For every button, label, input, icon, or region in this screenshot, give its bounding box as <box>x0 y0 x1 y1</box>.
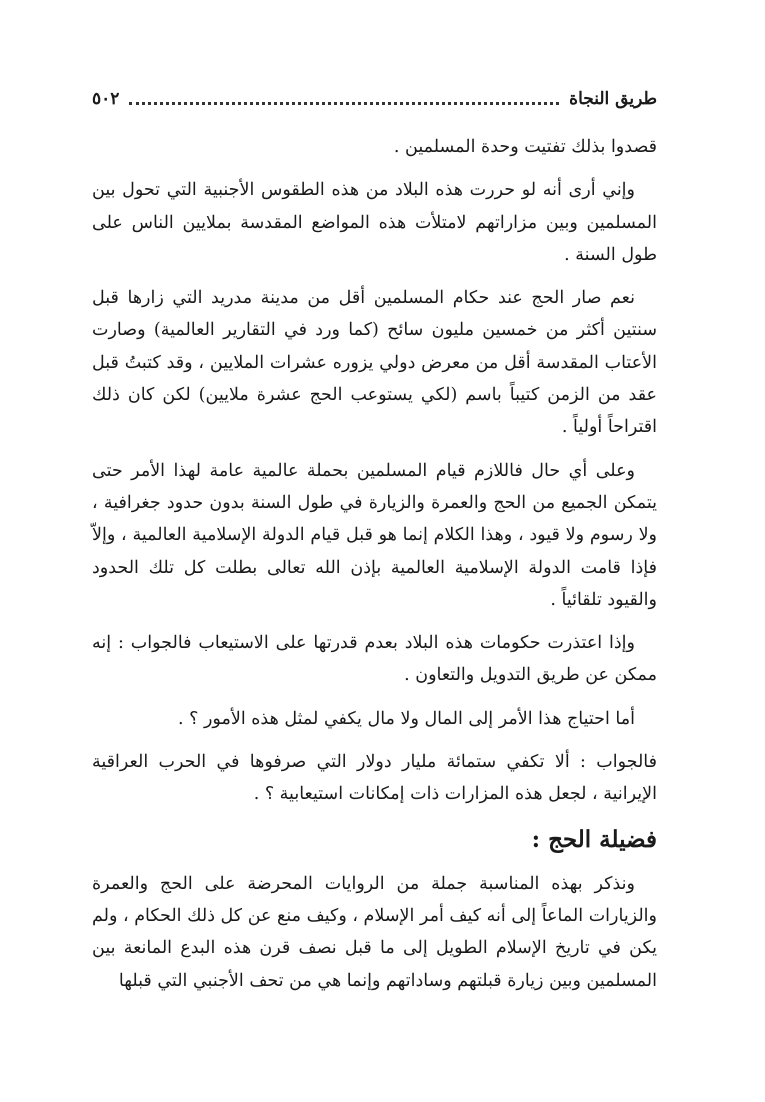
paragraph-2: وإني أرى أنه لو حررت هذه البلاد من هذه الطقوس الأجنبية التي تحول بين المسلمين وبين مزاراتهم لامتلأت هذه المواضع المقدسة بملايين الناس على طول السنة . <box>92 180 657 265</box>
paragraph-5: وإذا اعتذرت حكومات هذه البلاد بعدم قدرتها على الاستيعاب فالجواب : إنه ممكن عن طريق التدويل والتعاون . <box>92 633 657 686</box>
dotted-leader <box>129 94 559 105</box>
section-heading: فضيلة الحج : <box>531 825 657 853</box>
page-body <box>92 131 657 1008</box>
paragraph-1: قصدوا بذلك تفتيت وحدة المسلمين . <box>393 137 657 157</box>
running-header <box>92 86 657 112</box>
book-page <box>92 0 657 1102</box>
book-title: طريق النجاة <box>569 89 657 109</box>
paragraph-7: فالجواب : ألا تكفي ستمائة مليار دولار التي صرفوها في الحرب العراقية الإيرانية ، لجعل هذه المزارات ذات إمكانات استيعابية ؟ . <box>92 752 657 805</box>
paragraph-6: أما احتياج هذا الأمر إلى المال ولا مال يكفي لمثل هذه الأمور ؟ . <box>178 708 635 729</box>
paragraph-3: نعم صار الحج عند حكام المسلمين أقل من مدينة مدريد التي زارها قبل سنتين أكثر من خمسين مليون سائح (كما ورد في التقارير العالمية) وصارت الأعتاب المقدسة أقل من معرض دولي يزوره عشرات الملايين ، وقد كتبتُ قبل عقد من الزمن كتيباً باسم (لكي يستوعب الحج عشرة ملايين) لكن كان ذلك اقتراحاً أولياً . <box>92 288 657 438</box>
section-paragraph: ونذكر بهذه المناسبة جملة من الروايات المحرضة على الحج والعمرة والزيارات الماعاً إلى أنه كيف أمر الإسلام ، وكيف منع عن كل ذلك الحكام ، ولم يكن في تاريخ الإسلام الطويل إلى ما قبل نصف قرن هذه البدع المانعة بين المسلمين وبين زيارة قبلتهم وساداتهم وإنما هي من تحف الأجنبي التي قبلها <box>92 873 657 991</box>
page-number: ٥٠٢ <box>92 89 120 109</box>
paragraph-4: وعلى أي حال فاللازم قيام المسلمين بحملة عالمية عامة لهذا الأمر حتى يتمكن الجميع من الحج والعمرة والزيارة في طول السنة بدون حدود جغرافية ، ولا رسوم ولا قيود ، وهذا الكلام إنما هو قبل قيام الدولة الإسلامية العالمية ، وإلاّ فإذا قامت الدولة الإسلامية العالمية بإذن الله تعالى بطلت كل تلك الحدود والقيود تلقائياً . <box>92 460 657 610</box>
